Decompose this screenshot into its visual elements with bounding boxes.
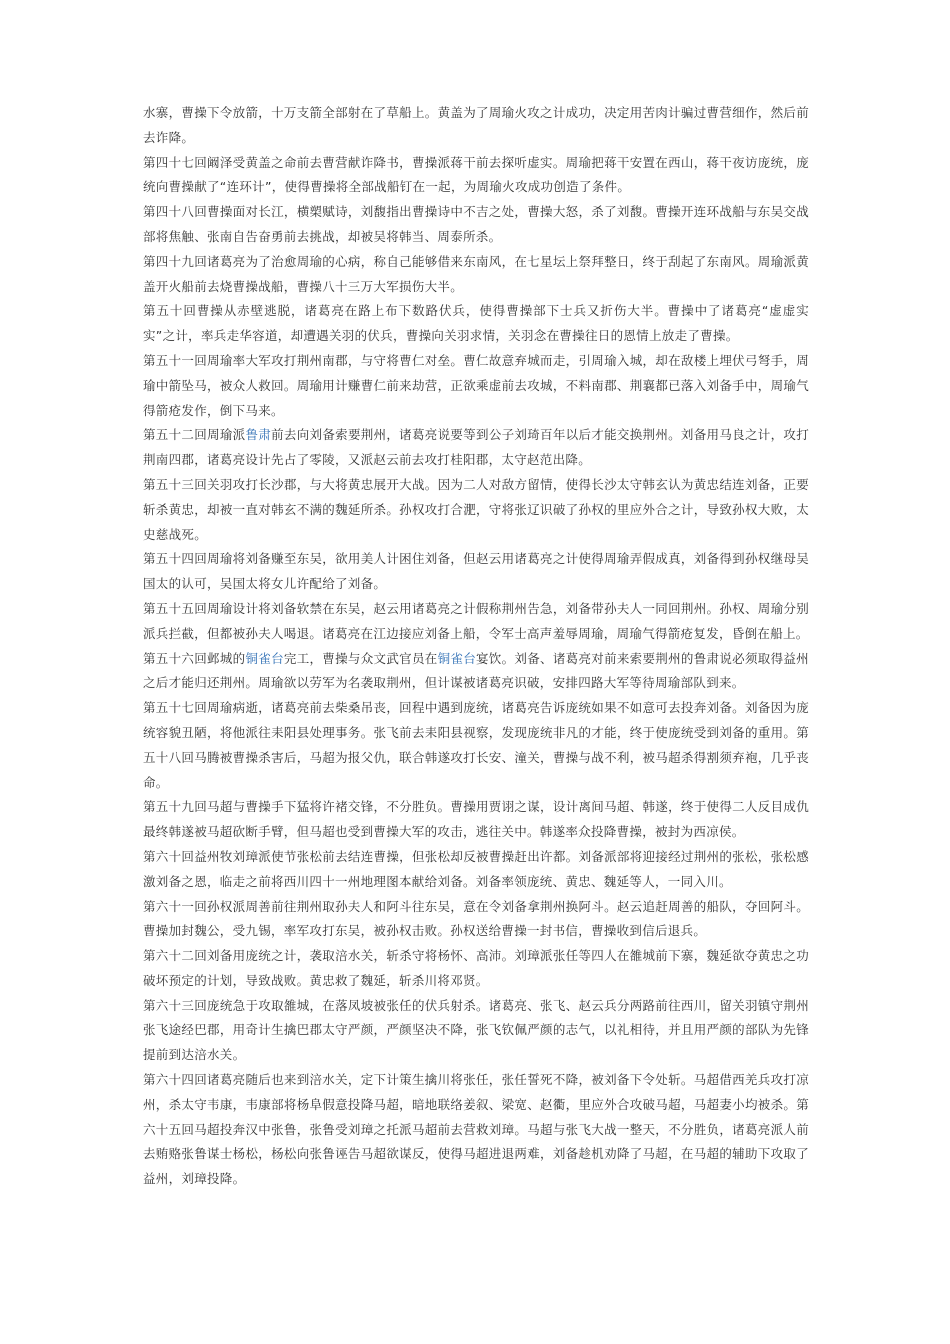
paragraph-text: 第六十一回孙权派周善前往荆州取孙夫人和阿斗往东吴，意在令刘备拿荆州换阿斗。赵云追赶周善的船队，夺回阿斗。曹操加封魏公，受九锡，率军攻打东吴，被孙权击败。孙权送给曹操一封书信，曹操收到信后退兵。: [143, 898, 809, 939]
inline-link[interactable]: 铜雀台: [437, 650, 476, 666]
paragraph-text: 水寨，曹操下令放箭，十万支箭全部射在了草船上。黄盖为了周瑜火攻之计成功，决定用苦肉计骗过曹营细作，然后前去诈降。: [143, 105, 809, 145]
paragraph-text: 宴饮。刘备、诸葛亮对前来索要荆州的鲁肃说必须取得益州之后才能归还荆州。周瑜欲以劳军为名袭取荆州，但计谋被诸葛亮识破，安排四路大军等待周瑜部队到来。: [143, 650, 809, 691]
paragraph: [143, 349, 809, 423]
document-body: [143, 101, 809, 1192]
paragraph: [143, 795, 809, 845]
inline-link[interactable]: 铜雀台: [245, 650, 284, 666]
paragraph-text: 第五十七回周瑜病逝，诸葛亮前去柴桑吊丧，回程中遇到庞统，诸葛亮告诉庞统如果不如意可去投奔刘备。刘备因为庞统容貌丑陋，将他派往耒阳县处理事务。张飞前去耒阳县视察，发现庞统非凡的才能，终于使庞统受到刘备的重用。第五十八回马腾被曹操杀害后，马超为报父仇，联合韩遂攻打长安、潼关，曹操与战不利，被马超杀得割须弃袍，几乎丧命。: [143, 700, 809, 790]
paragraph: [143, 647, 809, 697]
paragraph: [143, 944, 809, 994]
paragraph: [143, 1068, 809, 1192]
paragraph-text: 完工，曹操与众文武官员在: [283, 650, 438, 666]
paragraph-text: 第五十五回周瑜设计将刘备软禁在东吴，赵云用诸葛亮之计假称荆州告急，刘备带孙夫人一同回荆州。孙权、周瑜分别派兵拦截，但都被孙夫人喝退。诸葛亮在江边接应刘备上船，令军士高声羞辱周瑜，周瑜气得箭疮复发，昏倒在船上。: [143, 600, 809, 641]
paragraph: [143, 423, 809, 473]
paragraph-text: 第六十四回诸葛亮随后也来到涪水关，定下计策生擒川将张任，张任誓死不降，被刘备下令处斩。马超借西羌兵攻打凉州，杀太守韦康，韦康部将杨阜假意投降马超，暗地联络姜叙、梁宽、赵衢，里应外合攻破马超，马超妻小均被杀。第六十五回马超投奔汉中张鲁，张鲁受刘璋之托派马超前去营救刘璋。马超与张飞大战一整天，不分胜负，诸葛亮派人前去贿赂张鲁谋士杨松，杨松向张鲁诬告马超欲谋反，使得马超进退两难，刘备趁机劝降了马超，在马超的辅助下攻取了益州，刘璋投降。: [143, 1072, 809, 1187]
paragraph-text: 第六十三回庞统急于攻取雒城，在落凤坡被张任的伏兵射杀。诸葛亮、张飞、赵云兵分两路前往西川，留关羽镇守荆州张飞途经巴郡，用奇计生擒巴郡太守严颜，严颜坚决不降，张飞钦佩严颜的志气，以礼相待，并且用严颜的部队为先锋提前到达涪水关。: [143, 997, 809, 1063]
paragraph: [143, 200, 809, 250]
paragraph-text: 第四十七回阚泽受黄盖之命前去曹营献诈降书，曹操派蒋干前去探听虚实。周瑜把蒋干安置在西山，蒋干夜访庞统，庞统向曹操献了“连环计”，使得曹操将全部战船钉在一起，为周瑜火攻成功创造了条件。: [143, 154, 809, 195]
paragraph: [143, 895, 809, 945]
paragraph: [143, 696, 809, 795]
paragraph-text: 第四十八回曹操面对长江，横槊赋诗，刘馥指出曹操诗中不吉之处，曹操大怒，杀了刘馥。曹操开连环战船与东吴交战部将焦触、张南自告奋勇前去挑战，却被吴将韩当、周泰所杀。: [143, 204, 809, 244]
paragraph: [143, 994, 809, 1068]
paragraph-text: 第五十六回邺城的: [143, 650, 246, 666]
paragraph: [143, 845, 809, 895]
paragraph-text: 第五十三回关羽攻打长沙郡，与大将黄忠展开大战。因为二人对敌方留情，使得长沙太守韩玄认为黄忠结连刘备，正要斩杀黄忠，却被一直对韩玄不满的魏延所杀。孙权攻打合淝，守将张辽识破了孙权的里应外合之计，导致孙权大败，太史慈战死。: [143, 476, 809, 542]
paragraph: [143, 250, 809, 300]
paragraph: [143, 473, 809, 547]
paragraph-text: 第四十九回诸葛亮为了治愈周瑜的心病，称自己能够借来东南风，在七星坛上祭拜整日，终于刮起了东南风。周瑜派黄盖开火船前去烧曹操战船，曹操八十三万大军损伤大半。: [143, 253, 809, 294]
paragraph-text: 第六十二回刘备用庞统之计，袭取涪水关，斩杀守将杨怀、高沛。刘璋派张任等四人在雒城前下寨，魏延欲夺黄忠之功破坏预定的计划，导致战败。黄忠救了魏延，斩杀川将邓贤。: [143, 948, 809, 988]
inline-link[interactable]: 鲁肃: [245, 427, 272, 443]
paragraph-text: 第五十一回周瑜率大军攻打荆州南郡，与守将曹仁对垒。曹仁故意弃城而走，引周瑜入城，却在敌楼上埋伏弓弩手，周瑜中箭坠马，被众人救回。周瑜用计赚曹仁前来劫营，正欲乘虚前去攻城，不料南郡、荆襄都已落入刘备手中，周瑜气得箭疮发作，倒下马来。: [143, 352, 809, 418]
paragraph: [143, 547, 809, 597]
paragraph: [143, 151, 809, 201]
paragraph-text: 第五十二回周瑜派: [143, 427, 246, 443]
paragraph: [143, 299, 809, 349]
paragraph-text: 第五十回曹操从赤壁逃脱，诸葛亮在路上布下数路伏兵，使得曹操部下士兵又折伤大半。曹操中了诸葛亮“虚虚实实”之计，率兵走华容道，却遭遇关羽的伏兵，曹操向关羽求情，关羽念在曹操往日的恩情上放走了曹操。: [143, 303, 809, 344]
paragraph-text: 第五十四回周瑜将刘备赚至东吴，欲用美人计困住刘备，但赵云用诸葛亮之计使得周瑜弄假成真，刘备得到孙权继母吴国太的认可，吴国太将女儿许配给了刘备。: [143, 551, 809, 592]
paragraph-text: 前去向刘备索要荆州，诸葛亮说要等到公子刘琦百年以后才能交换荆州。刘备用马良之计，攻打荆南四郡，诸葛亮设计先占了零陵，又派赵云前去攻打桂阳郡，太守赵范出降。: [143, 427, 809, 468]
paragraph-text: 第六十回益州牧刘璋派使节张松前去结连曹操，但张松却反被曹操赶出许都。刘备派部将迎接经过荆州的张松，张松感激刘备之恩，临走之前将西川四十一州地理图本献给刘备。刘备率领庞统、黄忠、魏延等人，一同入川。: [143, 848, 809, 889]
paragraph: [143, 597, 809, 647]
paragraph-text: 第五十九回马超与曹操手下猛将许褚交锋，不分胜负。曹操用贾诩之谋，设计离间马超、韩遂，终于使得二人反目成仇最终韩遂被马超砍断手臂，但马超也受到曹操大军的攻击，逃往关中。韩遂率众投降曹操，被封为西凉侯。: [143, 799, 809, 840]
paragraph: [143, 101, 809, 151]
